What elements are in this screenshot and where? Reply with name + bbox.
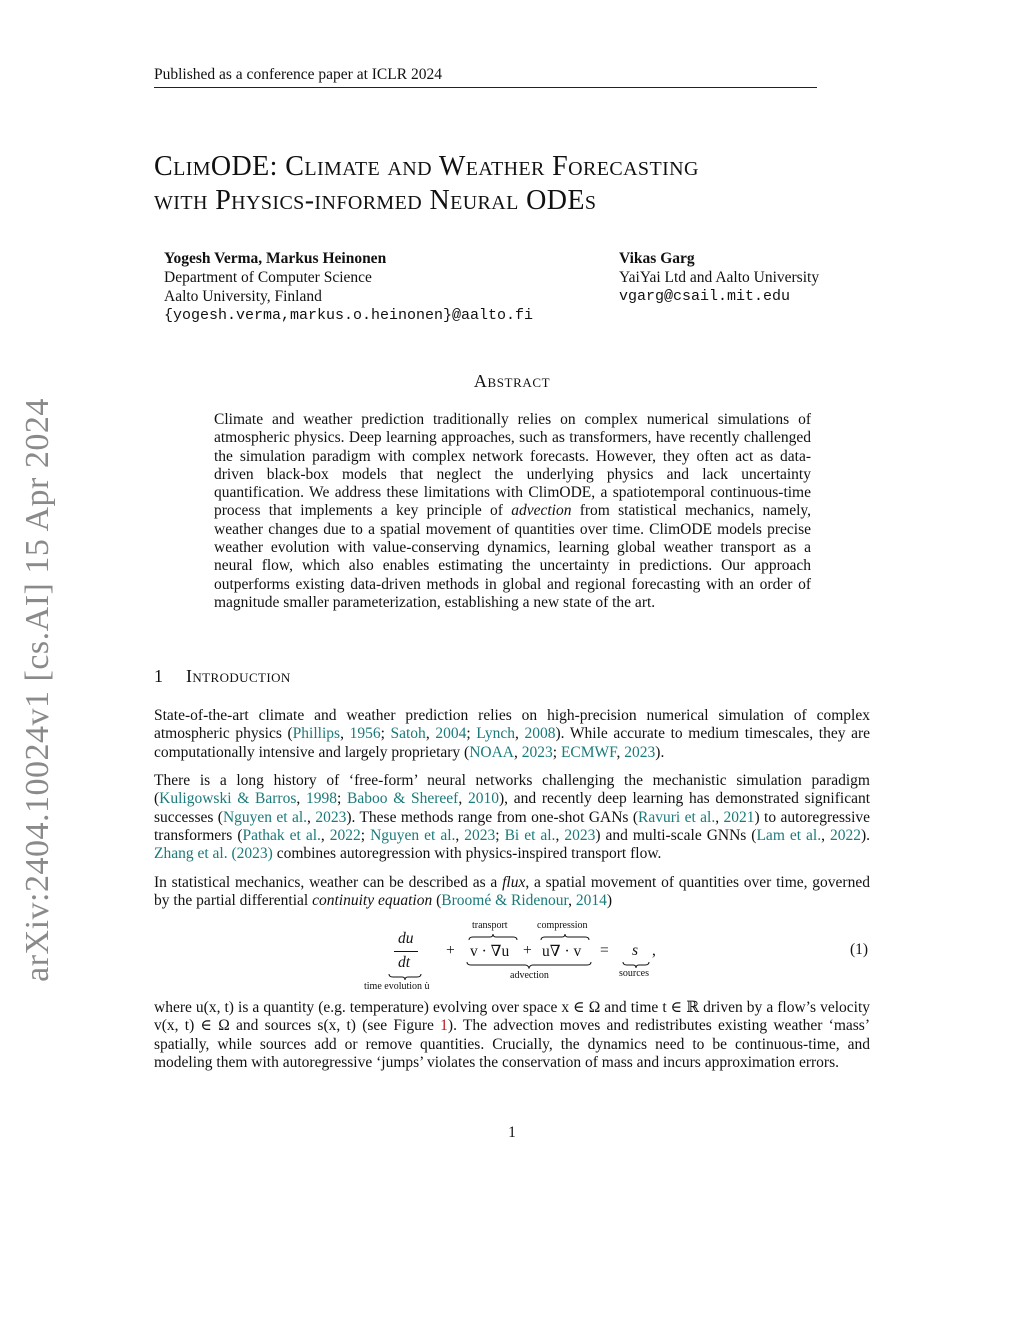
citation-year-link[interactable]: 2022 bbox=[329, 826, 361, 844]
eq-compression-term: u∇ · v bbox=[542, 943, 582, 960]
eq-numerator: du bbox=[398, 930, 414, 947]
text: where u(x, t) is a quantity (e.g. temperature) evolving over space x ∈ Ω and time t ∈ ℝ driven by a flow’s velocity v(x, t) ∈ Ω and sources s(x, t) (see Figure bbox=[154, 999, 870, 1035]
abstract-heading: Abstract bbox=[473, 371, 551, 391]
paper-title bbox=[154, 150, 854, 218]
label-compression: compression bbox=[537, 920, 588, 931]
label-time-evolution: time evolution u̇ bbox=[364, 981, 430, 992]
author-names: Yogesh Verma, Markus Heinonen bbox=[164, 250, 387, 267]
page-number: 1 bbox=[508, 1124, 516, 1141]
author-names: Vikas Garg bbox=[619, 250, 695, 267]
eq-plus: + bbox=[523, 942, 532, 959]
citation-year-link[interactable]: 2023 bbox=[521, 743, 553, 761]
intro-paragraph-1: State-of-the-art climate and weather prediction relies on high-precision numerical simulation of complex atmospheric physics (Phillips, 1956; Satoh, 2004; Lynch, 2008). While accurate to medium timescales, they are computationally intensive and largely proprietary (NOAA, 2023; ECMWF, 2023). bbox=[154, 707, 871, 761]
abstract-text-1: Climate and weather prediction traditionally relies on complex numerical simulations of atmospheric physics. Deep learning approaches, such as transformers, have recently challenged the simulation paradigm with complex network forecasts. However, they often act as data-driven black-box models that neglect the underlying physics and lack uncertainty quantification. We address these limitations with ClimODE, a spatiotemporal continuous-time process that implements a key principle of bbox=[214, 411, 811, 520]
intro-paragraph-3: In statistical mechanics, weather can be described as a flux, a spatial movement of quantities over time, governed by the partial differential continuity equation (Broomé & Ridenour, 2014) bbox=[154, 874, 870, 910]
text: , a spatial movement of quantities over time, governed by the partial differential bbox=[154, 874, 870, 910]
text: ; bbox=[495, 826, 505, 844]
overbrace-compression bbox=[540, 933, 590, 941]
citation-year-link[interactable]: 2021 bbox=[723, 808, 755, 826]
citation-link[interactable]: Kuligowski & Barros bbox=[159, 790, 297, 808]
text: ). bbox=[655, 743, 665, 761]
underbrace-advection bbox=[466, 961, 592, 969]
label-sources: sources bbox=[619, 968, 649, 979]
text: ; bbox=[466, 725, 477, 743]
author-affiliation: Aalto University, Finland bbox=[164, 288, 322, 305]
authors-block-right bbox=[619, 249, 819, 306]
text: ; bbox=[360, 826, 371, 844]
eq-sources-term: s bbox=[632, 942, 639, 959]
label-transport: transport bbox=[472, 920, 508, 931]
emph-text: flux bbox=[502, 874, 526, 891]
text: ) to autoregressive transformers ( bbox=[154, 808, 871, 844]
citation-year-link[interactable]: 1956 bbox=[349, 725, 381, 743]
citation-year-link[interactable]: 2004 bbox=[435, 725, 467, 743]
text: ). bbox=[860, 826, 871, 844]
citation-link[interactable]: Ravuri et al. bbox=[638, 808, 716, 826]
text: ( bbox=[432, 892, 442, 910]
citation-link[interactable]: Nguyen et al. bbox=[222, 808, 308, 826]
text: In statistical mechanics, weather can be described as a bbox=[154, 874, 503, 891]
text: State-of-the-art climate and weather prediction relies on high-precision numerical simulation of complex atmospheric physics ( bbox=[154, 707, 870, 743]
overbrace-transport bbox=[468, 933, 518, 941]
citation-year-link[interactable]: 2023 bbox=[564, 826, 596, 844]
text: ). These methods range from one-shot GANs ( bbox=[346, 808, 639, 826]
eq-equals: = bbox=[600, 942, 609, 959]
eq-plus: + bbox=[446, 942, 455, 959]
author-department: Department of Computer Science bbox=[164, 269, 372, 286]
section-title: Introduction bbox=[186, 666, 291, 686]
fraction-bar bbox=[394, 951, 418, 952]
header-rule bbox=[154, 87, 817, 88]
eq-denominator: dt bbox=[398, 954, 411, 971]
text: ). While accurate to medium timescales, they are computationally intensive and largely proprietary ( bbox=[154, 725, 871, 761]
citation-link[interactable]: Phillips bbox=[292, 725, 341, 743]
abstract-body bbox=[214, 411, 811, 612]
authors-block-left bbox=[164, 249, 533, 325]
eq-comma: , bbox=[652, 942, 656, 959]
arxiv-stamp: arXiv:2404.10024v1 [cs.AI] 15 Apr 2024 bbox=[19, 398, 56, 982]
figure-ref-link[interactable]: 1 bbox=[440, 1017, 448, 1035]
citation-year-link[interactable]: 2008 bbox=[524, 725, 556, 743]
intro-paragraph-4 bbox=[154, 999, 870, 1072]
author-email[interactable]: {yogesh.verma,markus.o.heinonen}@aalto.fi bbox=[164, 307, 534, 324]
citation-year-link[interactable]: 1998 bbox=[305, 790, 337, 808]
citation-link[interactable]: Broomé & Ridenour bbox=[441, 892, 569, 910]
text: ) bbox=[606, 892, 612, 910]
citation-link[interactable]: Nguyen et al. bbox=[370, 826, 456, 844]
underbrace-time bbox=[388, 973, 422, 981]
text: There is a long history of ‘free-form’ neural networks challenging the mechanistic simulation paradigm ( bbox=[154, 772, 870, 808]
intro-paragraph-2: There is a long history of ‘free-form’ neural networks challenging the mechanistic simulation paradigm (Kuligowski & Barros, 1998; Baboo & Shereef, 2010), and recently deep learning has demonstrated significant successes (Nguyen et al., 2023). These methods range from one-shot GANs (Ravuri et al., 2021) to autoregressive transformers (Pathak et al., 2022; Nguyen et al., 2023; Bi et al., 2023) and multi-scale GNNs (Lam et al., 2022). Zhang et al. (2023) combines autoregression with physics-inspired transport flow. bbox=[154, 772, 871, 863]
section-number: 1 bbox=[154, 666, 164, 686]
continuity-equation bbox=[360, 918, 680, 996]
text: ; bbox=[380, 725, 391, 743]
citation-link[interactable]: Pathak et al. bbox=[242, 826, 321, 844]
citation-link[interactable]: Satoh bbox=[390, 725, 426, 743]
emph-text: continuity equation bbox=[312, 892, 433, 910]
eq-transport-term: v · ∇u bbox=[470, 943, 510, 960]
text: ; bbox=[336, 790, 348, 808]
section-heading bbox=[154, 666, 291, 687]
citation-year-link[interactable]: 2023 bbox=[624, 743, 656, 761]
citation-link[interactable]: NOAA bbox=[469, 743, 514, 761]
citation-year-link[interactable]: 2023 bbox=[315, 808, 347, 826]
citation-link[interactable]: Lynch bbox=[476, 725, 515, 743]
text: ). The advection moves and redistributes existing weather ‘mass’ spatially, while sources add or remove quantities. Crucially, the dynamics need to be continuous-time, and modeling them with autoregressive ‘jumps’ violates the conservation of mass and incurs approximation errors. bbox=[154, 1017, 870, 1071]
abstract-emph: advection bbox=[511, 502, 572, 520]
text: ) and multi-scale GNNs ( bbox=[595, 826, 757, 844]
citation-link[interactable]: Lam et al. bbox=[756, 826, 822, 844]
equation-number: (1) bbox=[850, 941, 869, 958]
author-email[interactable]: vgarg@csail.mit.edu bbox=[619, 288, 791, 305]
abstract-text-2: from statistical mechanics, namely, weather changes due to a spatial movement of quantities over time. ClimODE models precise weather evolution with value-conserving dynamics, learning global weather transport as a neural flow, which also enables estimating the uncertainty in predictions. Our approach outperforms existing data-driven methods in global and regional forecasting with an order of magnitude smaller parameterization, establishing a new state of the art. bbox=[214, 502, 811, 611]
title-line-2: with Physics-informed Neural ODEs bbox=[154, 185, 597, 216]
author-affiliation: YaiYai Ltd and Aalto University bbox=[619, 269, 820, 286]
citation-link[interactable]: Baboo & Shereef bbox=[347, 790, 459, 808]
text: combines autoregression with physics-inspired transport flow. bbox=[272, 845, 662, 863]
text: ; bbox=[552, 743, 561, 761]
citation-year-link[interactable]: 2022 bbox=[829, 826, 861, 844]
citation-year-link[interactable]: (2023) bbox=[231, 845, 273, 863]
text: ), and recently deep learning has demonstrated significant successes ( bbox=[154, 790, 871, 826]
label-advection: advection bbox=[510, 970, 549, 981]
title-line-1: ClimODE: Climate and Weather Forecasting bbox=[154, 151, 699, 182]
running-head: Published as a conference paper at ICLR 2024 bbox=[154, 66, 442, 83]
citation-link[interactable]: Bi et al. bbox=[504, 826, 556, 844]
citation-year-link[interactable]: 2023 bbox=[464, 826, 496, 844]
citation-link[interactable]: ECMWF bbox=[560, 743, 617, 761]
citation-year-link[interactable]: 2014 bbox=[575, 892, 607, 910]
citation-year-link[interactable]: 2010 bbox=[467, 790, 499, 808]
citation-link[interactable]: Zhang et al. bbox=[154, 845, 228, 863]
